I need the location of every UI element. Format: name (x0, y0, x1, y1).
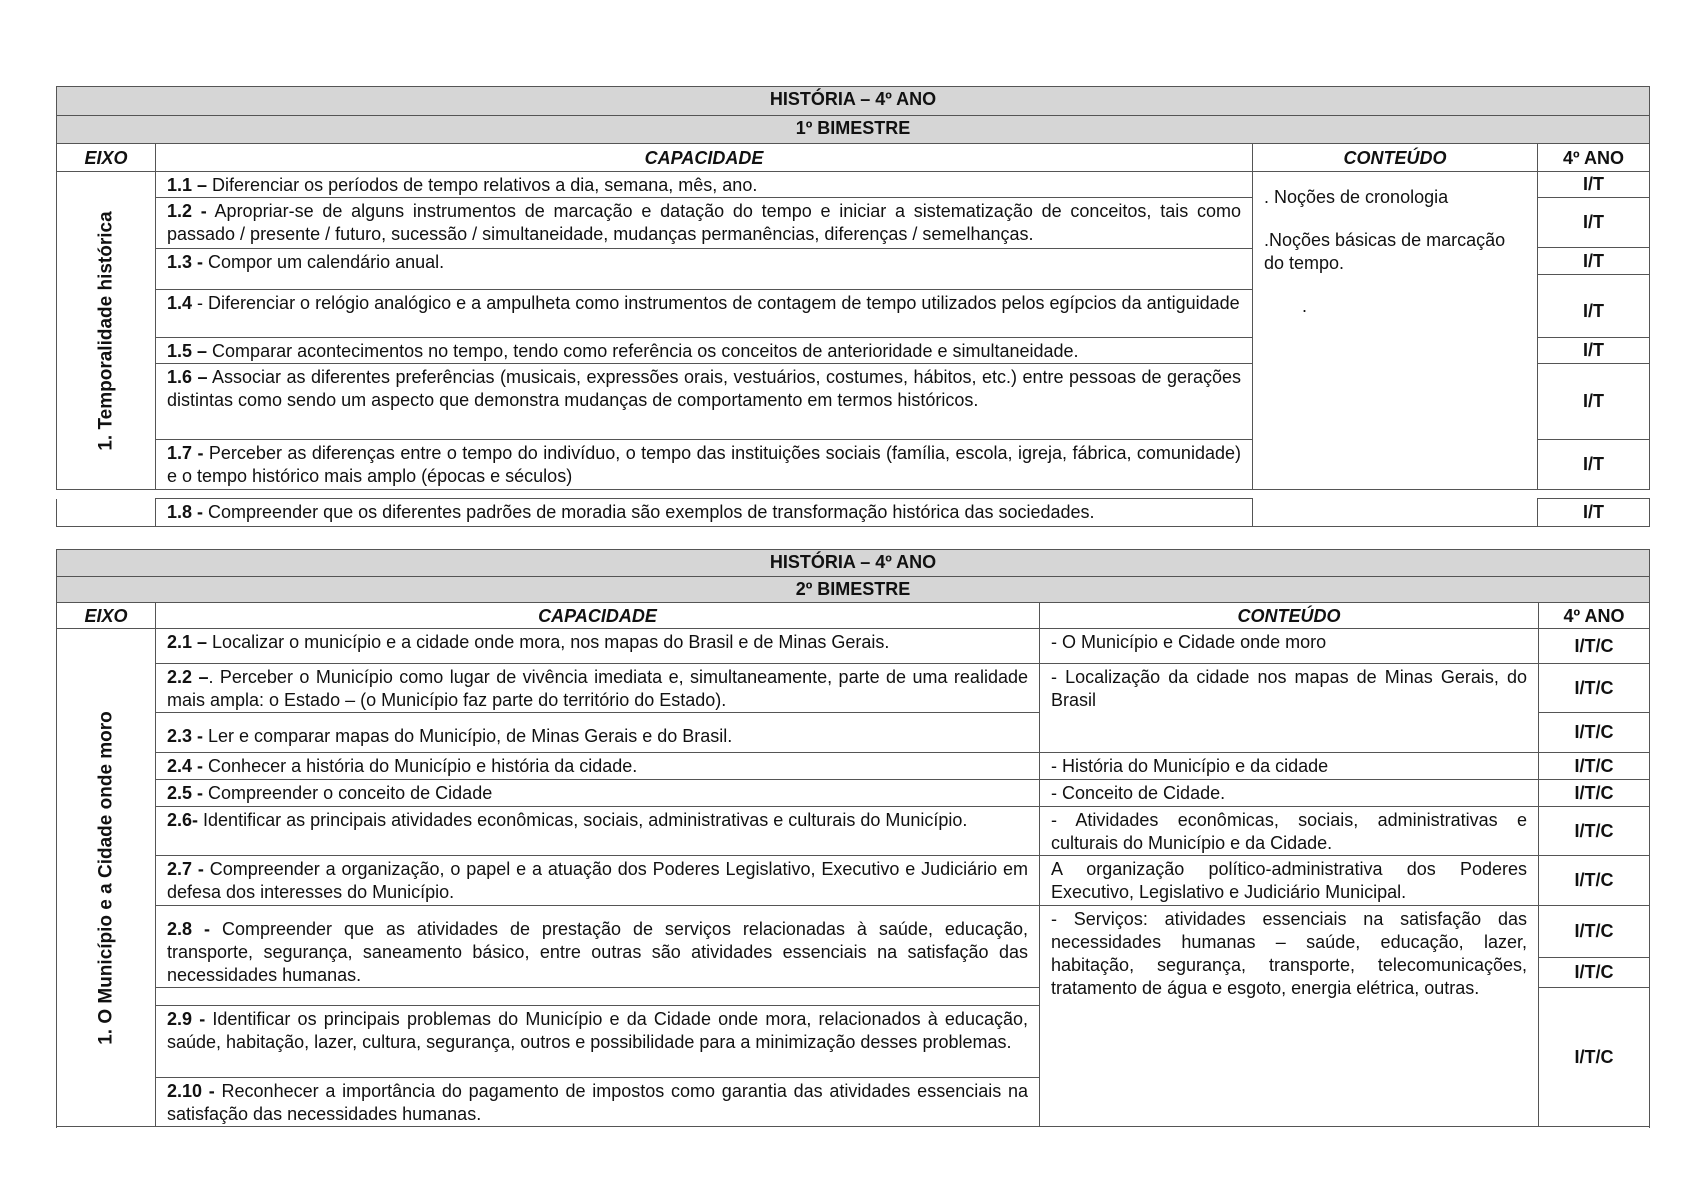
capacidade-row-spacer (156, 988, 1040, 1006)
eixo-cell (57, 629, 156, 1127)
header-eixo: EIXO (57, 603, 156, 629)
table-2bimestre (56, 549, 1650, 1127)
table-title: HISTÓRIA – 4º ANO (57, 550, 1650, 577)
conteudo-cell: A organização político-administrativa dos Poderes Executivo, Legislativo e Judiciário Municipal. (1040, 856, 1539, 906)
table-1bimestre-lastrow (56, 498, 1650, 527)
capacidade-row: 2.2 –. Perceber o Município como lugar de vivência imediata e, simultaneamente, parte de uma realidade mais ampla: o Estado – (o Município faz parte do território do Estado). (156, 664, 1040, 713)
ano-code: I/T (1538, 172, 1650, 198)
ano-code: I/T/C (1539, 713, 1650, 753)
capacidade-row: 2.3 - Ler e comparar mapas do Município, de Minas Gerais e do Brasil. (156, 713, 1040, 753)
ano-code: I/T (1538, 275, 1650, 338)
header-capacidade: CAPACIDADE (156, 603, 1040, 629)
ano-code: I/T/C (1539, 906, 1650, 958)
conteudo-item: . Noções de cronologia (1264, 187, 1449, 207)
ano-code: I/T (1538, 338, 1650, 364)
capacidade-row: 1.8 - Compreender que os diferentes padrões de moradia são exemplos de transformação histórica das sociedades. (156, 499, 1253, 527)
capacidade-row: 1.5 – Comparar acontecimentos no tempo, tendo como referência os conceitos de anterioridade e simultaneidade. (156, 338, 1253, 364)
table-title: HISTÓRIA – 4º ANO (57, 87, 1650, 116)
conteudo-cell: - Serviços: atividades essenciais na satisfação das necessidades humanas – saúde, educação, lazer, habitação, segurança, transporte, telecomunicações, tratamento de água e esgoto, energia elétrica, outras. (1040, 906, 1539, 1127)
conteudo-cell: - História do Município e da cidade (1040, 753, 1539, 780)
eixo-cell (57, 172, 156, 490)
eixo-label: 1. O Município e a Cidade onde moro (95, 710, 117, 1045)
conteudo-cell: - O Município e Cidade onde moro (1040, 629, 1539, 664)
capacidade-row: 1.7 - Perceber as diferenças entre o tempo do indivíduo, o tempo das instituições sociais (família, escola, igreja, fábrica, comunidade) e o tempo histórico mais amplo (épocas e séculos) (156, 440, 1253, 490)
eixo-label: 1. Temporalidade histórica (95, 210, 117, 451)
capacidade-row: 2.1 – Localizar o município e a cidade onde mora, nos mapas do Brasil e de Minas Gerais. (156, 629, 1040, 664)
ano-code: I/T (1538, 364, 1650, 440)
capacidade-row: 2.5 - Compreender o conceito de Cidade (156, 780, 1040, 807)
header-capacidade: CAPACIDADE (156, 144, 1253, 172)
capacidade-row: 1.3 - Compor um calendário anual. (156, 249, 1253, 290)
capacidade-row: 2.4 - Conhecer a história do Município e história da cidade. (156, 753, 1040, 780)
capacidade-row: 2.10 - Reconhecer a importância do pagamento de impostos como garantia das atividades essenciais na satisfação das necessidades humanas. (156, 1078, 1040, 1127)
capacidade-row: 1.4 - Diferenciar o relógio analógico e a ampulheta como instrumentos de contagem de tempo utilizados pelos egípcios da antiguidade (156, 290, 1253, 338)
capacidade-row: 1.1 – Diferenciar os períodos de tempo relativos a dia, semana, mês, ano. (156, 172, 1253, 198)
header-conteudo: CONTEÚDO (1253, 144, 1538, 172)
ano-code: I/T/C (1539, 753, 1650, 780)
ano-code: I/T (1538, 248, 1650, 275)
ano-code: I/T/C (1539, 629, 1650, 664)
header-ano: 4º ANO (1538, 144, 1650, 172)
conteudo-item: .Noções básicas de marcação do tempo. (1264, 230, 1506, 273)
bimestre-title: 2º BIMESTRE (57, 577, 1650, 603)
conteudo-cell: - Atividades econômicas, sociais, administrativas e culturais do Município e da Cidade. (1040, 807, 1539, 856)
capacidade-row: 2.8 - Compreender que as atividades de prestação de serviços relacionadas à saúde, educação, transporte, segurança, saneamento básico, entre outras são atividades essenciais na satisfação das necessidades humanas. (156, 906, 1040, 988)
capacidade-row: 2.9 - Identificar os principais problemas do Município e da Cidade onde mora, relacionados à educação, saúde, habitação, lazer, cultura, segurança, outros e possibilidade para a minimização desses problemas. (156, 1006, 1040, 1078)
ano-code: I/T (1538, 198, 1650, 248)
capacidade-row: 2.7 - Compreender a organização, o papel e a atuação dos Poderes Legislativo, Executivo e Judiciário em defesa dos interesses do Município. (156, 856, 1040, 906)
capacidade-row: 2.6- Identificar as principais atividades econômicas, sociais, administrativas e culturais do Município. (156, 807, 1040, 856)
header-eixo: EIXO (57, 144, 156, 172)
ano-code: I/T/C (1539, 807, 1650, 856)
header-conteudo: CONTEÚDO (1040, 603, 1539, 629)
header-ano: 4º ANO (1539, 603, 1650, 629)
ano-code: I/T/C (1539, 988, 1650, 1127)
conteudo-cell (1253, 172, 1538, 490)
ano-code: I/T/C (1539, 664, 1650, 713)
ano-code: I/T (1538, 440, 1650, 490)
bimestre-title: 1º BIMESTRE (57, 116, 1650, 144)
table-1bimestre (56, 86, 1650, 520)
ano-code: I/T/C (1539, 856, 1650, 906)
capacidade-row: 1.6 – Associar as diferentes preferências (musicais, expressões orais, vestuários, costumes, hábitos, etc.) entre pessoas de gerações distintas como sendo um aspecto que demonstra mudanças de comportamento em termos históricos. (156, 364, 1253, 440)
ano-code: I/T/C (1539, 780, 1650, 807)
conteudo-item: . (1302, 296, 1308, 316)
conteudo-cell: - Conceito de Cidade. (1040, 780, 1539, 807)
ano-code: I/T (1538, 499, 1650, 527)
capacidade-row: 1.2 - Apropriar-se de alguns instrumentos de marcação e datação do tempo e iniciar a sistematização de conceitos, tais como passado / presente / futuro, sucessão / simultaneidade, mudanças permanências, diferenças / semelhanças. (156, 198, 1253, 249)
conteudo-cell: - Localização da cidade nos mapas de Minas Gerais, do Brasil (1040, 664, 1539, 753)
ano-code: I/T/C (1539, 958, 1650, 988)
